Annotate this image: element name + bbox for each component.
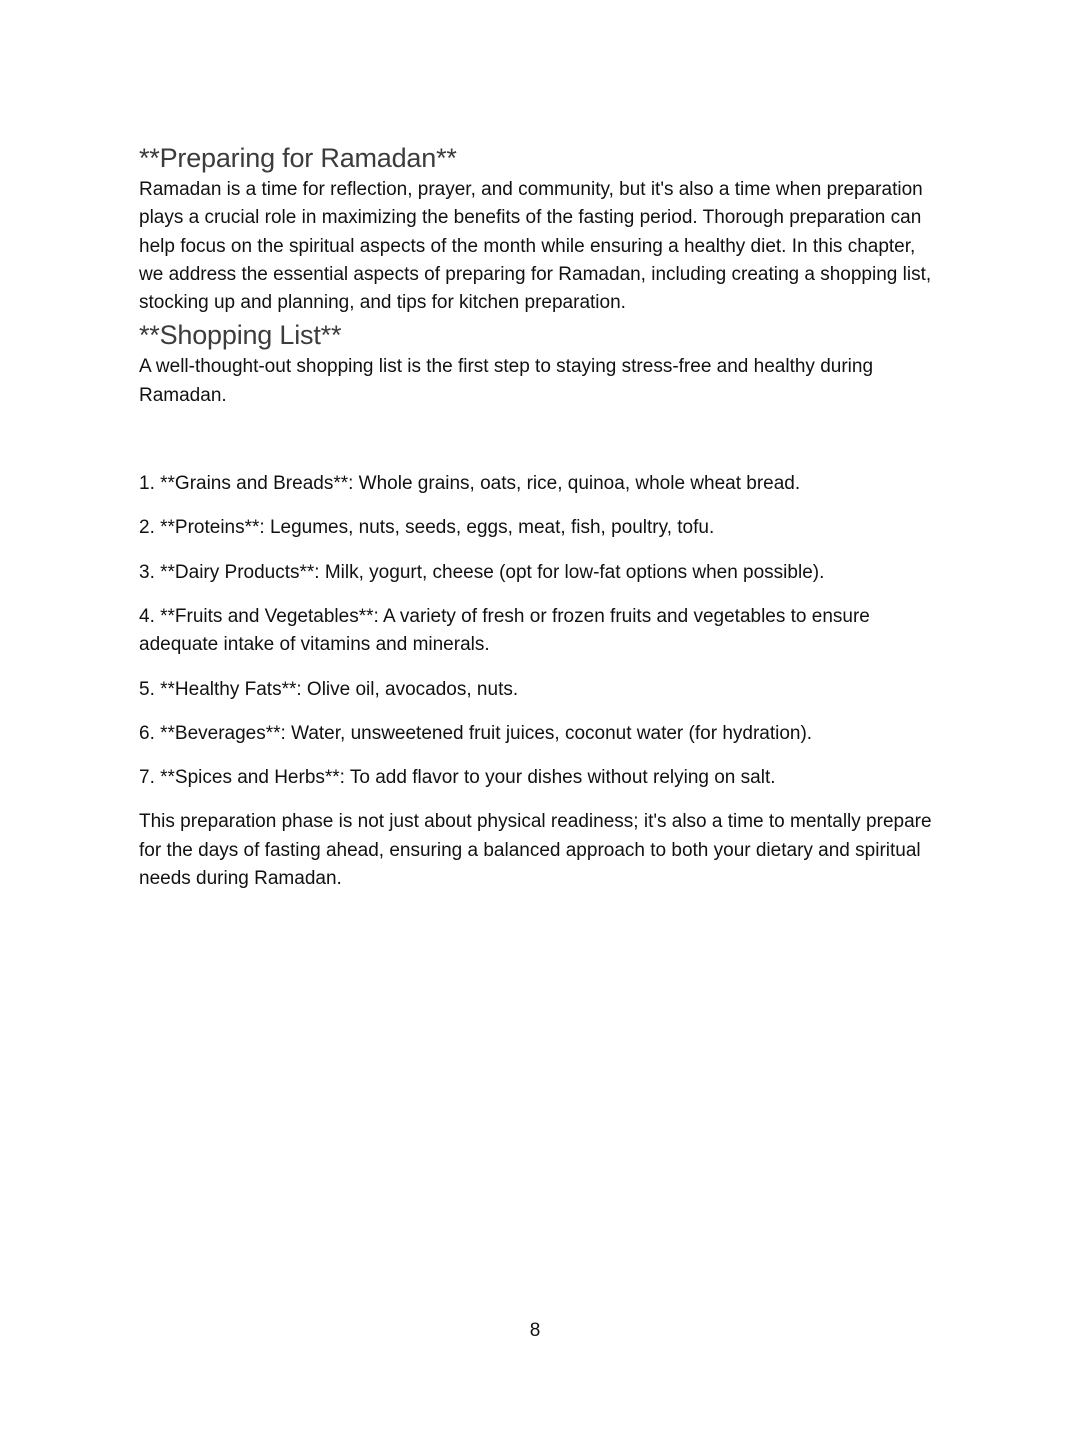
paragraph-shopping-intro: A well-thought-out shopping list is the first step to staying stress-free and healthy during Ramadan.: [139, 356, 874, 406]
page-content: [139, 140, 939, 893]
list-item: 6. **Beverages**: Water, unsweetened fruit juices, coconut water (for hydration).: [139, 722, 813, 744]
list-item: 4. **Fruits and Vegetables**: A variety of fresh or frozen fruits and vegetables to ensure adequate intake of vitamins and minerals.: [139, 605, 870, 656]
list-item: 1. **Grains and Breads**: Whole grains, oats, rice, quinoa, whole wheat bread.: [139, 473, 801, 495]
paragraph-closing: This preparation phase is not just about physical readiness; it's also a time to mentally prepare for the days of fasting ahead, ensuring a balanced approach to both your dietary and spiritual needs during Ramadan.: [139, 811, 932, 890]
list-item: 3. **Dairy Products**: Milk, yogurt, cheese (opt for low-fat options when possible).: [139, 561, 825, 583]
section-heading-preparing: **Preparing for Ramadan**: [139, 143, 457, 173]
paragraph-preparing-intro: Ramadan is a time for reflection, prayer, and community, but it's also a time when preparation plays a crucial role in maximizing the benefits of the fasting period. Thorough preparation can help focus on the spiritual aspects of the month while ensuring a healthy diet. In this chapter, we address the essential aspects of preparing for Ramadan, including creating a shopping list, stocking up and planning, and tips for kitchen preparation.: [139, 179, 932, 314]
list-item: 7. **Spices and Herbs**: To add flavor to your dishes without relying on salt.: [139, 767, 776, 789]
section-heading-shopping-list: **Shopping List**: [139, 320, 342, 351]
list-item: 2. **Proteins**: Legumes, nuts, seeds, eggs, meat, fish, poultry, tofu.: [139, 517, 715, 539]
shopping-list: [139, 470, 939, 792]
page-number: 8: [529, 1320, 541, 1341]
list-item: 5. **Healthy Fats**: Olive oil, avocados, nuts.: [139, 678, 519, 700]
